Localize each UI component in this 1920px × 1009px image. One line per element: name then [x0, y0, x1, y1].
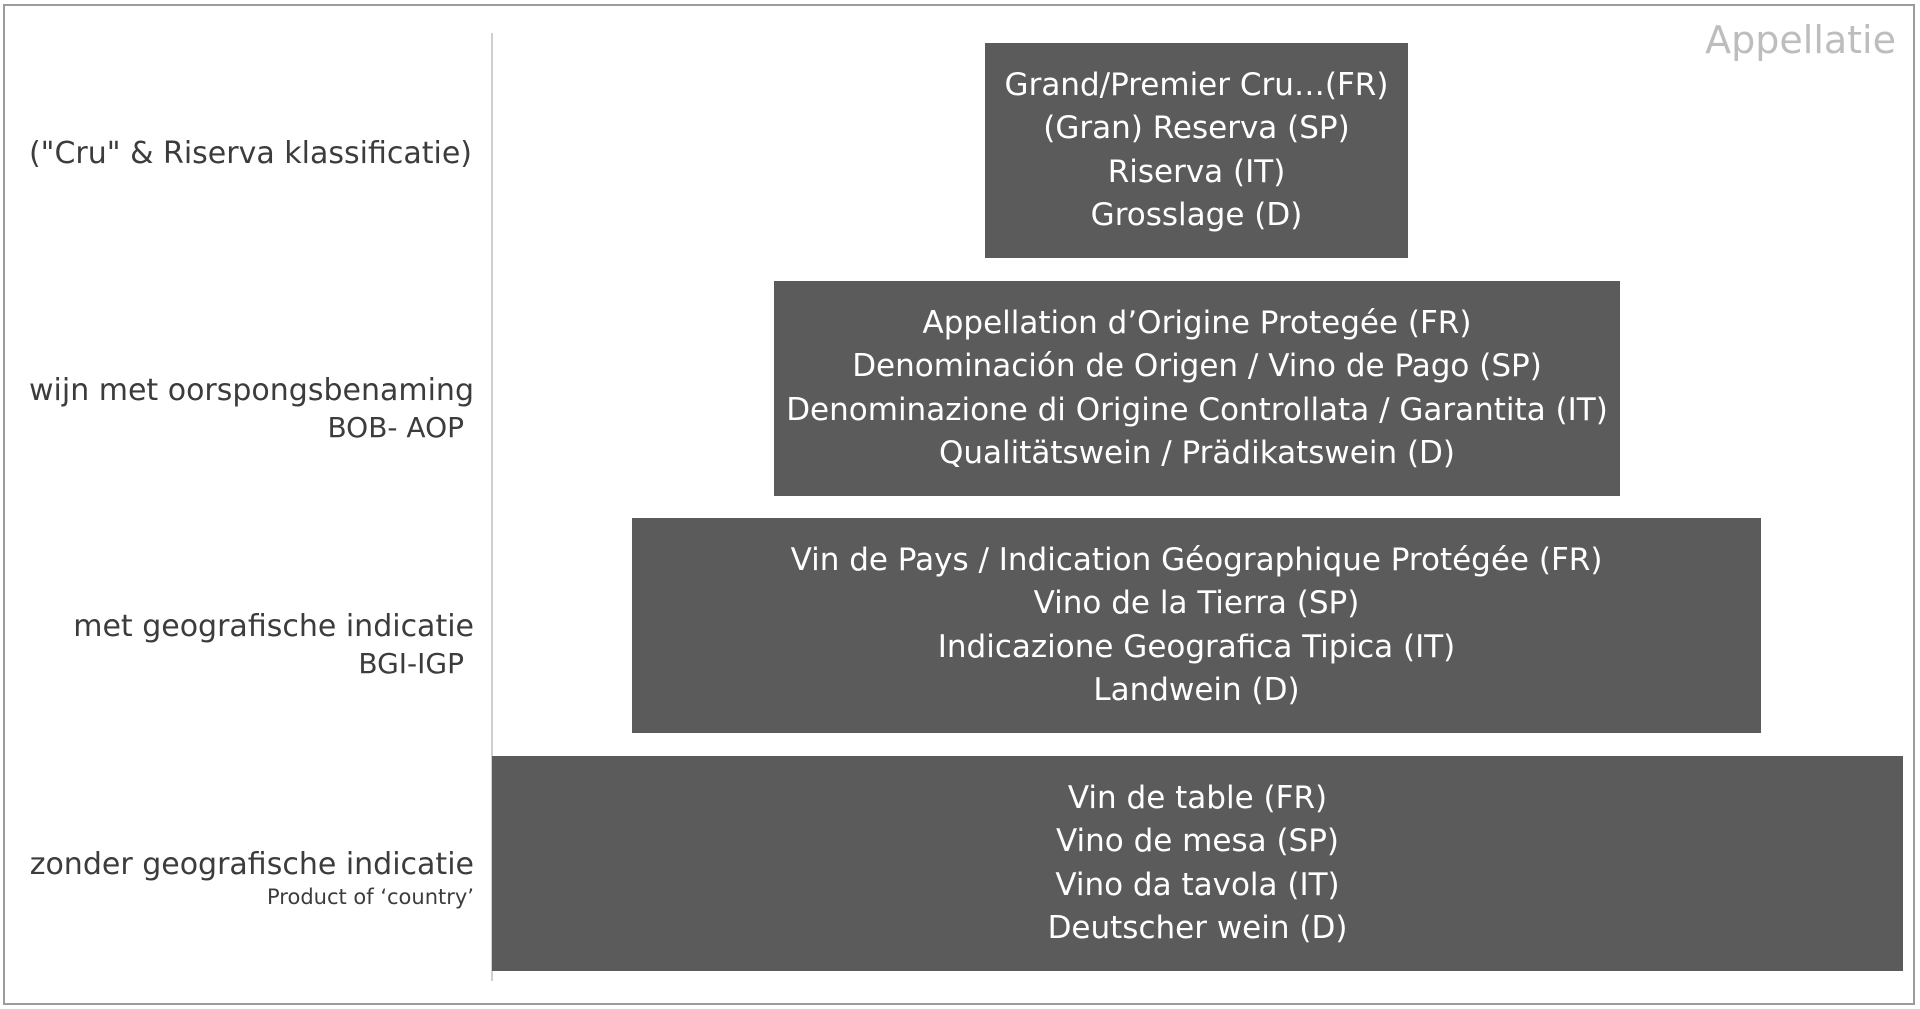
tier-box-aop — [774, 281, 1620, 496]
tier-box-table — [492, 756, 1903, 971]
tier-line: Vin de table (FR) — [1067, 779, 1328, 816]
tier-line: Landwein (D) — [1093, 672, 1300, 708]
tier-label-igp-text: met geografische indicatie — [73, 609, 474, 644]
tier-box-cru — [985, 43, 1408, 258]
tier-line: (Gran) Reserva (SP) — [1043, 110, 1350, 146]
tier-line: Vino da tavola (IT) — [1055, 866, 1340, 903]
tier-label-table-text: zonder geografische indicatie — [29, 847, 474, 882]
tier-label-aop-text: wijn met oorspongsbenaming — [28, 373, 474, 408]
diagram-title: Appellatie — [1705, 18, 1896, 62]
tier-label-table — [30, 846, 474, 910]
tier-line: Deutscher wein (D) — [1047, 910, 1348, 946]
tier-line: Grosslage (D) — [1090, 197, 1303, 233]
tier-line: Indicazione Geografica Tipica (IT) — [937, 628, 1456, 665]
tier-label-aop-sub: BOB- AOP — [327, 411, 464, 444]
tier-line: Qualitätswein / Prädikatswein (D) — [938, 435, 1456, 471]
tier-label-cru — [29, 135, 472, 173]
tier-line: Vino de mesa (SP) — [1055, 823, 1340, 859]
tier-line: Appellation d’Origine Protegée (FR) — [922, 304, 1472, 341]
tier-label-cru-text: ("Cru" & Riserva klassificatie) — [28, 136, 472, 171]
tier-line: Riserva (IT) — [1107, 153, 1286, 190]
tier-line: Denominazione di Origine Controllata / Garantita (IT) — [786, 391, 1608, 428]
tier-line: Grand/Premier Cru…(FR) — [1004, 66, 1389, 103]
tier-label-aop — [29, 372, 474, 446]
tier-label-igp — [73, 608, 474, 682]
tier-box-igp — [632, 518, 1761, 733]
tier-line: Vino de la Tierra (SP) — [1033, 585, 1360, 621]
tier-label-igp-sub: BGI-IGP — [358, 647, 464, 680]
tier-line: Vin de Pays / Indication Géographique Protégée (FR) — [790, 541, 1603, 578]
tier-label-table-sub: Product of ‘country’ — [267, 885, 474, 909]
tier-line: Denominación de Origen / Vino de Pago (SP) — [852, 348, 1542, 384]
